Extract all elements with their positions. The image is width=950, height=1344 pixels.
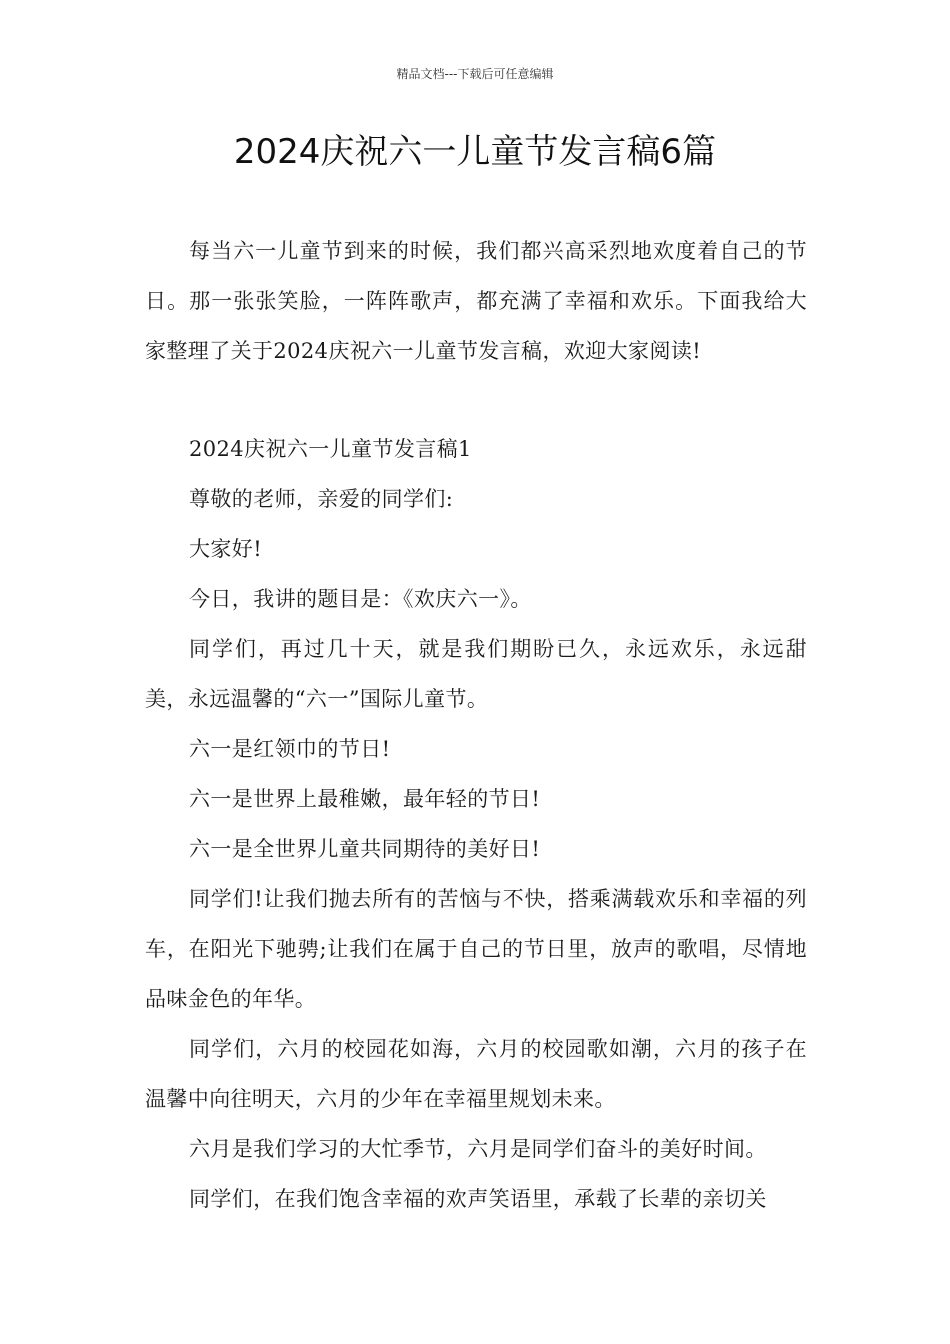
topic-paragraph: 今日，我讲的题目是：《欢庆六一》。 [189, 587, 532, 611]
body-paragraph: 同学们!让我们抛去所有的苦恼与不快，搭乘满载欢乐和幸福的列车，在阳光下驰骋;让我们在属于自己的节日里，放声的歌唱，尽情地品味金色的年华。 [145, 887, 807, 1011]
intro-paragraph: 每当六一儿童节到来的时候，我们都兴高采烈地欢度着自己的节日。那一张张笑脸，一阵阵歌声，都充满了幸福和欢乐。下面我给大家整理了关于2024庆祝六一儿童节发言稿，欢迎大家阅读! [145, 239, 807, 363]
page-header: 精品文档---下载后可任意编辑 [396, 67, 554, 81]
paragraph-spacer [145, 376, 807, 424]
body-paragraph: 同学们，在我们饱含幸福的欢声笑语里，承载了长辈的亲切关 [189, 1187, 767, 1211]
document-body [145, 226, 807, 1224]
body-paragraph: 同学们，六月的校园花如海，六月的校园歌如潮，六月的孩子在温馨中向往明天，六月的少年在幸福里规划未来。 [145, 1037, 807, 1111]
body-paragraph: 六一是红领巾的节日! [189, 737, 391, 761]
section-heading: 2024庆祝六一儿童节发言稿1 [189, 437, 472, 461]
greeting-paragraph: 大家好! [189, 537, 263, 561]
body-paragraph: 六一是全世界儿童共同期待的美好日! [189, 837, 541, 861]
document-title: 2024庆祝六一儿童节发言稿6篇 [233, 132, 717, 172]
body-paragraph: 同学们，再过几十天，就是我们期盼已久，永远欢乐，永远甜美，永远温馨的“六一”国际儿童节。 [145, 637, 807, 711]
body-paragraph: 六一是世界上最稚嫩，最年轻的节日! [189, 787, 541, 811]
body-paragraph: 六月是我们学习的大忙季节，六月是同学们奋斗的美好时间。 [189, 1137, 767, 1161]
salutation-paragraph: 尊敬的老师，亲爱的同学们: [189, 487, 454, 511]
